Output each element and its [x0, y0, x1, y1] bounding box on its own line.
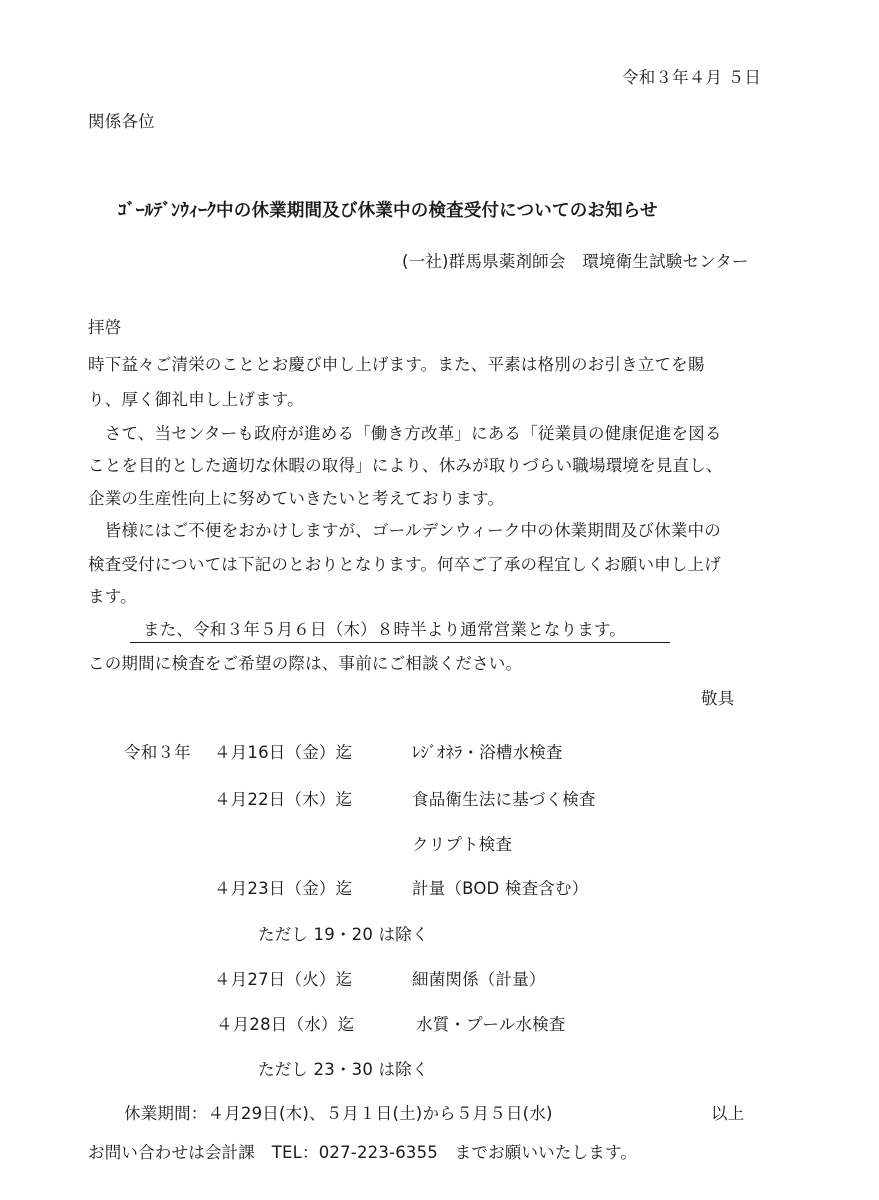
contact-line: お問い合わせは会計課 TEL：027-223-6355 までお願いいたします。 [88, 1143, 638, 1162]
schedule-item: ﾚｼﾞｵﾈﾗ・浴槽水検査 [412, 743, 563, 762]
closing: 敬具 [701, 689, 735, 708]
document-title: ｺﾞｰﾙﾃﾞﾝｳｨｰｸ中の休業期間及び休業中の検査受付についてのお知らせ [118, 201, 658, 221]
schedule-item: クリプト検査 [412, 835, 513, 854]
sender: (一社)群馬県薬剤師会 環境衛生試験センター [402, 252, 749, 271]
end-mark: 以上 [711, 1104, 745, 1123]
body-line: り、厚く御礼申し上げます。 [88, 390, 304, 409]
notice-underline [130, 642, 670, 643]
closure-period: 休業期間：４月29日(木)、５月１日(土)から５月５日(水) [124, 1104, 553, 1123]
schedule-date: ４月23日（金）迄 [214, 879, 353, 898]
schedule-date: ４月16日（金）迄 [214, 743, 353, 762]
body-line: ことを目的とした適切な休暇の取得」により、休みが取りづらい職場環境を見直し、 [88, 456, 723, 475]
schedule-item: 計量（BOD 検査含む） [412, 879, 589, 898]
schedule-note: ただし 23・30 は除く [258, 1060, 429, 1079]
schedule-item: 水質・プール水検査 [416, 1015, 566, 1034]
body-line: 企業の生産性向上に努めていきたいと考えております。 [88, 489, 505, 508]
schedule-item: 細菌関係（計量） [412, 970, 546, 989]
body-line: ます。 [88, 587, 137, 606]
schedule-item: 食品衛生法に基づく検査 [412, 790, 596, 809]
schedule-date: ４月22日（木）迄 [214, 790, 353, 809]
body-line: さて、当センターも政府が進める「働き方改革」にある「従業員の健康促進を図る [88, 424, 722, 443]
schedule-date: ４月28日（水）迄 [216, 1015, 355, 1034]
schedule-date: ４月27日（火）迄 [214, 970, 353, 989]
addressee: 関係各位 [88, 112, 155, 131]
body-line: 検査受付については下記のとおりとなります。何卒ご了承の程宜しくお願い申し上げ [88, 555, 721, 574]
body-line: 時下益々ご清栄のこととお慶び申し上げます。また、平素は格別のお引き立てを賜 [88, 355, 705, 374]
notice-underlined: また、令和３年５月６日（木）８時半より通常営業となります。 [143, 620, 626, 639]
document-date: 令和３年４月 ５日 [622, 68, 762, 87]
schedule-year: 令和３年 [124, 743, 191, 762]
notice-followup: この期間に検査をご希望の際は、事前にご相談ください。 [88, 654, 523, 673]
greeting: 拝啓 [88, 318, 122, 337]
schedule-note: ただし 19・20 は除く [258, 925, 429, 944]
body-line: 皆様にはご不便をおかけしますが、ゴールデンウィーク中の休業期間及び休業中の [88, 521, 721, 540]
